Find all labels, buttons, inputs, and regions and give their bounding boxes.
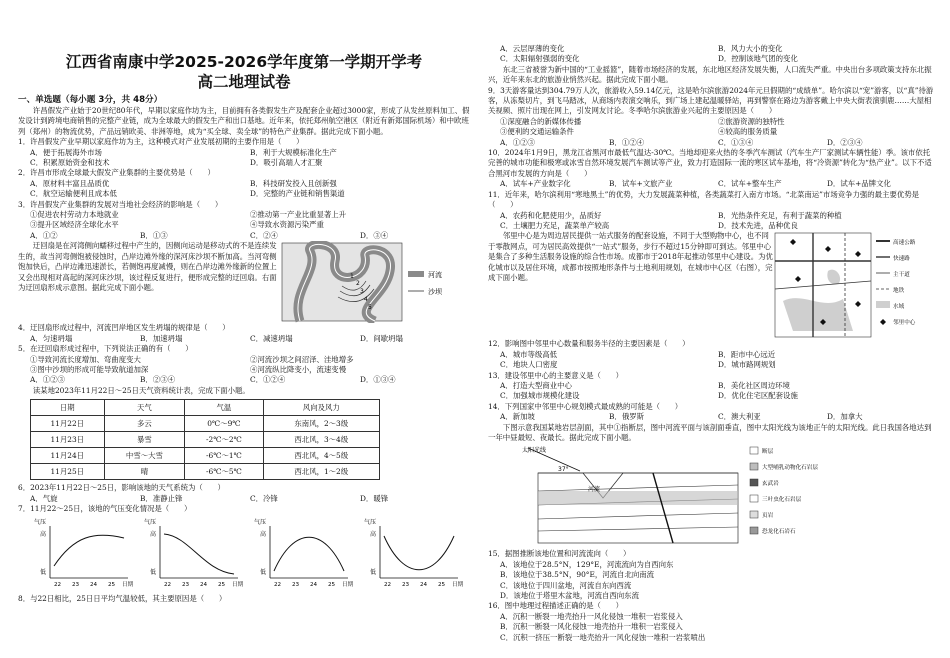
chart-ylabel: 气压 — [144, 519, 157, 527]
legend-mammal: 大型哺乳动物化石岩层 — [762, 465, 818, 472]
chart-tick: 22 — [164, 582, 172, 589]
chart-tick: 22 — [384, 582, 392, 589]
pressure-curve — [54, 536, 124, 567]
weather-cell: 11月24日 — [31, 448, 105, 464]
neighborhood-map — [773, 231, 933, 339]
weather-header: 日期 — [31, 400, 105, 416]
weather-cell: 11月25日 — [31, 464, 105, 480]
question-options — [18, 334, 470, 344]
legend-river: 河流 — [428, 271, 442, 280]
question-options — [18, 355, 470, 376]
harbin-intro: 东北三省被誉为新中国的“工业摇篮”，随着市场经济的发展，东北地区经济发展失衡，人口流失严重。中央出台多项政策支持东北振兴，近年来东北的旅游业悄然兴起。据此完成下面小题。 — [488, 64, 932, 85]
chart-xunit: 日期 — [452, 582, 464, 589]
weather-row — [31, 448, 380, 464]
legend-basalt: 玄武岩 — [762, 481, 779, 488]
option-choice[interactable]: C．冷锋 — [250, 493, 278, 503]
q9-options — [488, 117, 936, 148]
question-stem: 11．近年来，哈尔滨利用“寒地黑土”的优势，大力发展蔬菜种植，各类蔬菜打入南方市场。“北菜南运”市场竞争力强的最主要优势是（ ） — [488, 189, 920, 210]
chart-ylabel: 气压 — [34, 519, 47, 527]
pressure-chart-c[interactable] — [254, 518, 354, 590]
question-stem: 2．许昌市形成全球最大假发产业集群的主要优势是（ ） — [18, 168, 215, 178]
pressure-curve — [164, 534, 234, 574]
option-choice[interactable]: A．云层厚薄的变化 — [500, 44, 565, 53]
question-options — [18, 231, 470, 241]
chart-high: 高 — [370, 531, 377, 539]
option-choice[interactable]: B．距市中心远近 — [718, 349, 776, 359]
pressure-chart-a[interactable] — [34, 518, 134, 590]
chart-ylabel: 气压 — [364, 519, 377, 527]
question-options — [488, 211, 936, 232]
chart-xunit: 日期 — [342, 582, 354, 589]
questions-1-3 — [18, 137, 470, 241]
option-choice[interactable]: D．该地位于塔里木盆地，河流自西向东流 — [500, 591, 639, 600]
question-options — [18, 375, 470, 385]
option-choice[interactable]: B．①③ — [140, 230, 168, 240]
weather-row — [31, 432, 380, 448]
option-choice[interactable]: C．沉积一挤压一断裂一地壳抬升一风化侵蚀一堆积一岩浆喷出 — [500, 632, 706, 642]
question-stem: 4．迂回扇形成过程中，河流凹岸地区发生坍塌的规律是（ ） — [18, 323, 230, 333]
weather-row — [31, 464, 380, 480]
weather-cell: 中雪～大雪 — [104, 448, 185, 464]
option-choice[interactable]: C．试车+整车生产 — [718, 179, 782, 189]
meander-num-5: 5 — [368, 304, 372, 312]
option-choice[interactable]: C．地块人口密度 — [500, 360, 558, 370]
option-choice[interactable]: A．打造大型商业中心 — [500, 380, 572, 390]
option-choice[interactable]: C．太阳辐射强弱的变化 — [500, 54, 580, 64]
chart-tick: 25 — [108, 582, 116, 589]
weather-cell: 西北风，4～5级 — [263, 448, 379, 464]
question-options — [18, 210, 470, 231]
option-choice[interactable]: B．利于大规模标准化生产 — [250, 147, 337, 157]
option-choice[interactable]: ③提升区域经济全球化水平 — [30, 220, 119, 230]
option-choice[interactable]: ②推动第一产业比重显著上升 — [250, 210, 347, 220]
option-choice[interactable]: B．加速坍塌 — [140, 333, 183, 343]
question-options — [488, 612, 936, 643]
chart-tick: 25 — [438, 582, 446, 589]
question-stem: 6．2023年11月22日～25日，影响该地的天气系统为（ ） — [18, 483, 225, 493]
q8-stem: 8．与22日相比，25日日平均气温较低，其主要原因是（ ） — [18, 594, 227, 604]
chart-tick: 24 — [90, 582, 98, 589]
weather-cell: 暴雪 — [104, 432, 185, 448]
legend-fastroad: 快速路 — [893, 256, 910, 263]
weather-header-row — [31, 400, 380, 416]
section-legend — [750, 447, 818, 535]
weather-table — [30, 399, 380, 480]
chart-tick: 25 — [218, 582, 226, 589]
weather-cell: 东南风，2～3级 — [263, 416, 379, 432]
question-stem: 15．据图推断该地位置和河流流向（ ） — [488, 549, 631, 559]
weather-cell: -6℃～5℃ — [185, 464, 263, 480]
geology-intro: 下图示意我国某地岩层剖面，其中①指断层，图中河流平面与该剖面垂直，图中太阳光线为该地正午的太阳光线。此日我国各地达到一年中昼最短、夜最长。据此完成下面小题。 — [488, 422, 932, 442]
exam-subtitle: 高二地理试卷 — [197, 73, 291, 91]
option-choice[interactable]: A．城市等级高低 — [500, 349, 558, 359]
option-choice[interactable]: D．控制该地气团的变化 — [718, 54, 798, 64]
option-choice[interactable]: A．匀速坍塌 — [30, 333, 73, 343]
weather-header: 风向及风力 — [263, 400, 379, 416]
chart-tick: 25 — [328, 582, 336, 589]
option-choice[interactable]: B．该地位于38.5°N，90°E，河流自北向南流 — [500, 570, 655, 580]
option-choice[interactable]: C．①②④ — [250, 375, 286, 385]
option-choice[interactable]: ①导致河流长度增加、弯曲度变大 — [30, 354, 141, 364]
chart-xunit: 日期 — [232, 582, 244, 589]
chart-tick: 23 — [292, 582, 300, 589]
chart-tick: 23 — [72, 582, 80, 589]
option-choice[interactable]: A．沉积一断裂一地壳抬升一风化侵蚀一堆积一岩浆侵入 — [500, 611, 683, 621]
chart-low: 低 — [370, 569, 377, 577]
option-choice[interactable]: D．间歇坍塌 — [360, 333, 403, 343]
question-options — [18, 148, 470, 169]
neighborhood-block — [488, 231, 936, 339]
questions-15-16 — [488, 549, 936, 643]
option-choice[interactable]: A．试车+产业数字化 — [500, 179, 571, 189]
option-choice[interactable]: D．加拿大 — [827, 412, 863, 422]
option-choice[interactable]: B．①②④ — [609, 137, 644, 147]
chart-tick: 23 — [402, 582, 410, 589]
option-choice[interactable]: D．技术先进，品种优良 — [718, 220, 798, 230]
chart-high: 高 — [260, 531, 267, 539]
question-options — [488, 179, 936, 189]
chart-low: 低 — [150, 569, 157, 577]
option-choice[interactable]: C．加强城市规模化建设 — [500, 391, 580, 401]
question-stem: 16．图中地理过程描述正确的是（ ） — [488, 601, 624, 611]
weather-cell: 11月22日 — [31, 416, 105, 432]
weather-intro: 读某地2023年11月22日～25日天气资料统计表，完成下面小题。 — [32, 385, 250, 395]
question-stem: 13．建设邻里中心的主要意义是（ ） — [488, 370, 624, 380]
legend-expressway: 高速公路 — [893, 240, 916, 247]
option-choice[interactable]: B．试车+文旅产业 — [609, 179, 673, 189]
option-choice[interactable]: ④河流纵比降变小，流速变慢 — [250, 364, 347, 374]
chart-low: 低 — [40, 569, 47, 577]
option-choice[interactable]: D．暖锋 — [360, 493, 389, 503]
strata — [522, 446, 738, 543]
option-choice[interactable]: C．积累原始资金和技术 — [30, 158, 110, 168]
option-choice[interactable]: ④导致水资源污染严重 — [250, 220, 324, 230]
option-choice[interactable]: ④较高的服务质量 — [718, 127, 778, 137]
weather-cell: -6℃～1℃ — [185, 448, 263, 464]
meander-num-2: 2 — [356, 280, 360, 288]
questions-10-11 — [488, 148, 936, 231]
neighborhood-intro: 邻里中心是为周边居民提供一站式服务的配套设施，不同于大型购物中心，也不同于零散网点，可为居民高效提供“一站式”服务，步行不超过15分钟即可到达。邻里中心是集合了多种生活服务设施的综合性市场。成都市于2018年起推动邻里中心建设。为优化城市以及居住环境，成都市按照地形条件与土地利用规划，在城市中心区（右图），完成下面小题。 — [488, 231, 773, 282]
question-stem: 1．许昌假发产业早期以家庭作坊为主，这种模式对产业发展初期的主要作用是（ ） — [18, 137, 304, 147]
chart-tick: 24 — [420, 582, 428, 589]
option-choice[interactable]: ①促进农村劳动力本地就业 — [30, 210, 119, 220]
meander-num-1: 1 — [350, 273, 354, 281]
pressure-chart-b[interactable] — [144, 518, 244, 590]
chart-xunit: 日期 — [122, 582, 134, 589]
river-legend-swatch — [408, 271, 424, 277]
legend-dinosaur: 恐龙化石岩石 — [762, 529, 796, 536]
option-choice[interactable]: B．准静止锋 — [140, 493, 183, 503]
question-options — [488, 117, 936, 138]
option-choice[interactable]: C．减速坍塌 — [250, 333, 293, 343]
question-stem: 3．许昌假发产业集群的发展对当地社会经济的影响是（ ） — [18, 199, 223, 209]
legend-mainroad: 主干道 — [893, 272, 910, 279]
question-stem: 5．在迂回扇形成过程中，下列说法正确的有（ ） — [18, 344, 193, 354]
weather-cell: 晴 — [104, 464, 185, 480]
option-choice[interactable]: A．气旋 — [30, 493, 58, 503]
option-choice[interactable]: D．③④ — [360, 230, 389, 240]
question-options — [488, 381, 936, 402]
pressure-curve — [274, 538, 344, 572]
option-choice[interactable]: B．俄罗斯 — [609, 412, 644, 422]
option-choice[interactable]: A．农药和化肥使用少，品质好 — [500, 210, 602, 220]
option-choice[interactable]: A．新加坡 — [500, 412, 535, 422]
legend-shale: 页岩 — [762, 513, 774, 520]
option-choice[interactable]: B．光热条件充足，有利于蔬菜的种植 — [718, 210, 842, 220]
legend-water: 水域 — [893, 304, 905, 311]
option-choice[interactable]: ③便利的交通运输条件 — [500, 127, 574, 137]
meander-diagram — [280, 241, 470, 323]
intro-paragraph: 许昌假发产业始于20世纪80年代，早期以家庭作坊为主，目前拥有各类假发生产及配套企业超过3000家，形成了从发丝原料加工、假发设计到跨境电商销售的完整产业链，成为全球最大的假发生产和出口基地。近年来，依托郑州航空港区（附近有新郑国际机场）和中欧班列（郑州）的物流优势，产品远销欧美、非洲等地，成为“买全球、卖全球”的特色产业集群。据此完成下面小题。 — [18, 106, 470, 136]
question-options — [488, 44, 936, 65]
right-column — [488, 0, 936, 658]
sun-ray-label: 太阳光线 — [522, 447, 547, 455]
q8-options — [488, 44, 936, 65]
option-choice[interactable]: ②河流沙坝之间沼泽、洼地增多 — [250, 354, 354, 364]
option-choice[interactable]: A．①②③ — [500, 137, 535, 147]
option-choice[interactable]: C．航空运输便利且成本低 — [30, 189, 117, 199]
option-choice[interactable]: A．原材料丰富且品质优 — [30, 178, 110, 188]
option-choice[interactable]: ①深度融合的新媒体传播 — [500, 116, 582, 126]
weather-cell: 西北风，3～4级 — [263, 432, 379, 448]
weather-row — [31, 416, 380, 432]
option-choice[interactable]: C．澳大利亚 — [718, 412, 761, 422]
weather-cell: 多云 — [104, 416, 185, 432]
q9-stem: 9．3天游客量达到304.79万人次，旅游收入59.14亿元，这是哈尔滨旅游2024年元旦假期的“成绩单”。哈尔滨以“宠”游客，以“真”待游客，从冻梨切片，到飞马踏冰，从商场内表演交响乐，到广场上建起温暖驿站，再到警察在路边为游客戴上中央大街表演驯鹿……大屋相关视频、照片出现在网上，引发网友讨论。冬季哈尔滨旅游业兴起的主要原因是（ ） — [488, 85, 934, 116]
chart-ylabel: 气压 — [254, 519, 267, 527]
option-choice[interactable]: D．城市路网规划 — [718, 360, 776, 370]
option-choice[interactable]: C．该地位于四川盆地，河流自东向西流 — [500, 580, 632, 590]
q4-intro: 迂回扇是在河湾侧向蠕移过程中产生的，因侧向运动是移动式的不是连续发生的，故当河弯侧饱被侵蚀时，凸岸边滩外缘的深河床沙坝不断加高。当河弯侧饱加快后，凸岸边滩迅速淤长，若侧饱再度减慢，则在凸岸边滩外缘新的位置上又会出现相对高起的深河床沙坝，该过程反复进行，便形成完整的迂回扇。右面为迂回扇形成示意图。据此完成下面小题。 — [18, 241, 277, 292]
pressure-charts — [18, 514, 468, 590]
option-choice[interactable]: ③图中沙坝的形成可能导致航道加深 — [30, 364, 149, 374]
chart-tick: 23 — [182, 582, 190, 589]
option-choice[interactable]: A．便于拓展海外市场 — [30, 147, 102, 157]
legend-metro: 地铁 — [893, 288, 905, 295]
question-options — [18, 179, 470, 200]
chart-tick: 22 — [274, 582, 282, 589]
legend-center: 邻里中心 — [893, 320, 916, 327]
option-choice[interactable]: A．该地位于28.5°N，129°E，河流流向为自西向东 — [500, 559, 674, 569]
sun-angle: 37° — [558, 466, 569, 474]
option-choice[interactable]: D．完整的产业链和销售渠道 — [250, 189, 345, 199]
option-choice[interactable]: D．试车+品牌文化 — [827, 179, 891, 189]
option-choice[interactable]: A．①②③ — [30, 375, 65, 385]
meander-num-4: 4 — [364, 296, 368, 304]
question-options — [18, 494, 470, 504]
pressure-curve — [384, 536, 454, 570]
weather-header: 天气 — [104, 400, 185, 416]
chart-tick: 24 — [200, 582, 208, 589]
questions-6-7 — [18, 483, 470, 514]
question-stem: 10．2024年1月9日，黑龙江省黑河市最低气温达-30℃。当地却迎来火热的冬季汽车测试（汽车生产厂家测试车辆性能）季。该市依托完善的城市功能和极寒或冰雪自然环境发展汽车测试等产业，致力打造国际一流的寒区试车基地，将“冷资源”转化为“热产业”。以下不适合黑河市发展的方向是（ ） — [488, 148, 932, 178]
legend-sandbar: 沙坝 — [428, 288, 442, 297]
chart-low: 低 — [260, 569, 267, 577]
weather-cell: 0℃～9℃ — [185, 416, 263, 432]
river-label: 河流 — [588, 486, 601, 494]
option-choice[interactable]: B．②③④ — [140, 375, 175, 385]
questions-12-14 — [488, 339, 936, 422]
option-choice[interactable]: D．优化住宅区配套设施 — [718, 391, 798, 401]
section-diagram — [488, 443, 928, 545]
option-choice[interactable]: C．土壤肥力充足，蔬菜单产较高 — [500, 220, 610, 230]
option-choice[interactable]: D．吸引高端人才汇聚 — [250, 158, 323, 168]
section-title: 一、单选题（每小题 3分，共 48分） — [18, 95, 163, 105]
chart-high: 高 — [40, 531, 47, 539]
chart-tick: 22 — [54, 582, 62, 589]
left-column — [18, 0, 470, 658]
option-choice[interactable]: B．科技研发投入且创新强 — [250, 178, 337, 188]
question-stem: 14．下列国家中邻里中心规划模式最成熟的可能是（ ） — [488, 401, 683, 411]
question-options — [488, 560, 936, 602]
option-choice[interactable]: B．美化社区周边环境 — [718, 380, 790, 390]
questions-4-5 — [18, 323, 470, 385]
option-choice[interactable]: C．①③④ — [718, 137, 754, 147]
question-stem: 12．影响图中邻里中心数量和服务半径的主要因素是（ ） — [488, 339, 690, 349]
option-choice[interactable]: A．①② — [30, 230, 58, 240]
weather-cell: 西北风，1～2级 — [263, 464, 379, 480]
option-choice[interactable]: D．②③④ — [827, 137, 863, 147]
meander-num-3: 3 — [360, 288, 364, 296]
option-choice[interactable]: B．风力大小的变化 — [718, 44, 783, 53]
chart-high: 高 — [150, 531, 157, 539]
q4-block — [18, 241, 470, 323]
legend-trilobite: 三叶虫化石岩层 — [762, 497, 802, 504]
weather-header: 气温 — [185, 400, 263, 416]
option-choice[interactable]: ②旅游资源的独特性 — [718, 116, 785, 126]
legend-fault: 断层 — [762, 449, 774, 456]
question-options — [488, 412, 936, 422]
question-options — [488, 138, 936, 148]
question-stem: 7．11月22～25日，该地的气压变化情况是（ ） — [18, 503, 192, 513]
question-options — [488, 350, 936, 371]
option-choice[interactable]: D．①③④ — [360, 375, 396, 385]
option-choice[interactable]: B．沉积一断裂一风化侵蚀一地壳抬升一堆积一岩浆侵入 — [500, 622, 683, 632]
chart-tick: 24 — [310, 582, 318, 589]
pressure-chart-d[interactable] — [364, 518, 464, 590]
weather-cell: -2℃～2℃ — [185, 432, 263, 448]
weather-cell: 11月23日 — [31, 432, 105, 448]
option-choice[interactable]: C．②④ — [250, 230, 278, 240]
exam-title: 江西省南康中学2025-2026学年度第一学期开学考 — [65, 53, 423, 71]
